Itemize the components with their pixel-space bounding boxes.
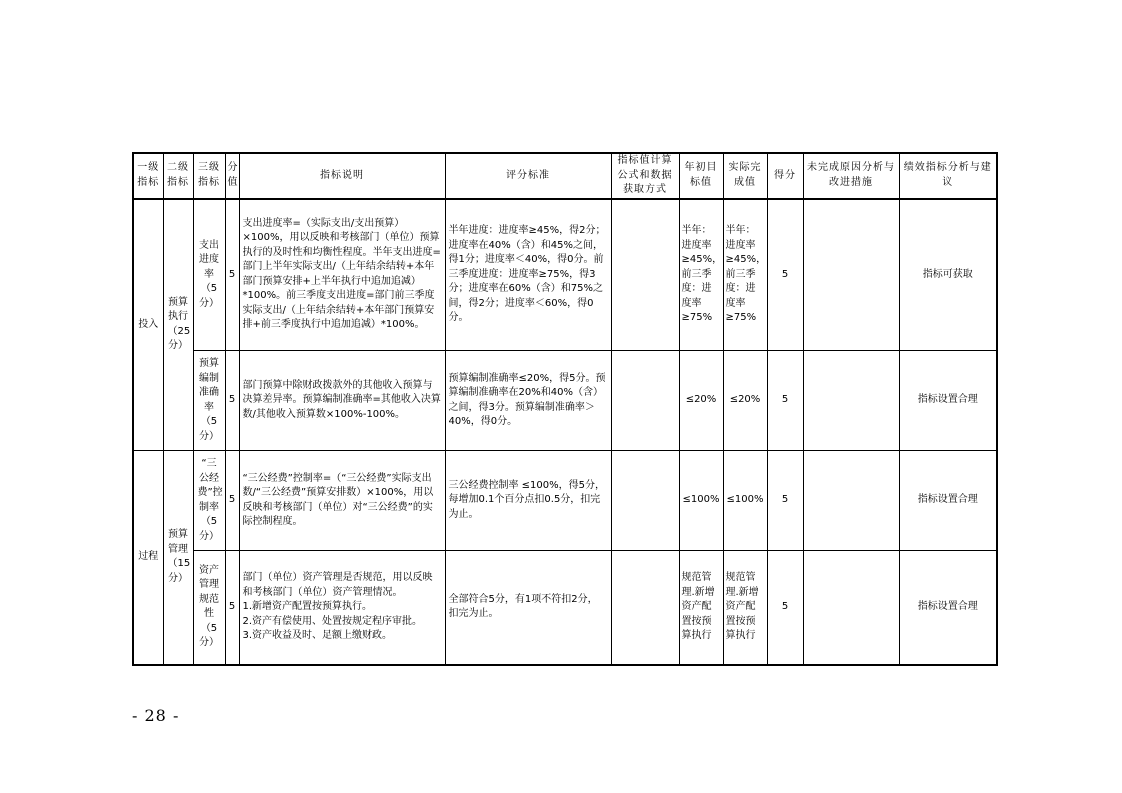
level3-cell: 资产管理规范性（5分） xyxy=(193,551,225,665)
page-number: - 28 - xyxy=(132,706,180,725)
description-line: 3.资产收益及时、足额上缴财政。 xyxy=(242,630,393,641)
score-cell: 5 xyxy=(225,451,239,551)
score-cell: 5 xyxy=(225,199,239,351)
header-row xyxy=(133,153,997,199)
description-line: 1.新增资产配置按预算执行。 xyxy=(242,601,373,612)
header-suggestion: 绩效指标分析与建议 xyxy=(899,153,997,199)
table-row xyxy=(133,551,997,665)
actual-cell: ≤20% xyxy=(723,351,767,451)
header-level2: 二级指标 xyxy=(163,153,193,199)
header-description: 指标说明 xyxy=(239,153,445,199)
description-cell xyxy=(239,551,445,665)
level3-cell: “三公经费”控制率（5分） xyxy=(193,451,225,551)
formula-cell xyxy=(611,551,679,665)
criteria-cell: 三公经费控制率 ≤100%，得5分，每增加0.1个百分点扣0.5分，扣完为止。 xyxy=(445,451,611,551)
actual-cell: 规范管理.新增资产配置按预算执行 xyxy=(723,551,767,665)
criteria-cell: 全部符合5分，有1项不符扣2分，扣完为止。 xyxy=(445,551,611,665)
header-formula: 指标值计算公式和数据获取方式 xyxy=(611,153,679,199)
criteria-cell: 半年进度：进度率≥45%，得2分；进度率在40%（含）和45%之间，得1分；进度率＜40%，得0分。前三季度进度：进度率≥75%，得3分；进度率在60%（含）和75%之间，得2分；进度率＜60%，得0分。 xyxy=(445,199,611,351)
description-cell: 支出进度率=（实际支出/支出预算）×100%，用以反映和考核部门（单位）预算执行的及时性和均衡性程度。半年支出进度=部门上半年实际支出/（上年结余结转+本年部门预算安排+上半年执行中追加追减）*100%。前三季度支出进度=部门前三季度实际支出/（上年结余结转+本年部门预算安排+前三季度执行中追加追减）*100%。 xyxy=(239,199,445,351)
reason-cell xyxy=(803,199,899,351)
reason-cell xyxy=(803,551,899,665)
level1-cell: 过程 xyxy=(133,451,163,665)
suggestion-cell: 指标可获取 xyxy=(899,199,997,351)
description-line: 2.资产有偿使用、处置按规定程序审批。 xyxy=(242,615,423,627)
obtained-cell: 5 xyxy=(767,199,803,351)
header-obtained: 得分 xyxy=(767,153,803,199)
table-row xyxy=(133,351,997,451)
header-level1: 一级指标 xyxy=(133,153,163,199)
target-cell: ≤100% xyxy=(679,451,723,551)
header-target: 年初目标值 xyxy=(679,153,723,199)
reason-cell xyxy=(803,451,899,551)
description-cell: 部门预算中除财政拨款外的其他收入预算与决算差异率。预算编制准确率=其他收入决算数/其他收入预算数×100%-100%。 xyxy=(239,351,445,451)
table-row xyxy=(133,199,997,351)
header-actual: 实际完成值 xyxy=(723,153,767,199)
obtained-cell: 5 xyxy=(767,551,803,665)
level2-cell: 预算执行（25分） xyxy=(163,199,193,451)
suggestion-cell: 指标设置合理 xyxy=(899,451,997,551)
target-cell: 半年：进度率≥45%，前三季度：进度率≥75% xyxy=(679,199,723,351)
formula-cell xyxy=(611,199,679,351)
suggestion-cell: 指标设置合理 xyxy=(899,551,997,665)
score-cell: 5 xyxy=(225,351,239,451)
actual-cell: 半年：进度率≥45%，前三季度：进度率≥75% xyxy=(723,199,767,351)
header-reason: 未完成原因分析与改进措施 xyxy=(803,153,899,199)
reason-cell xyxy=(803,351,899,451)
table-row xyxy=(133,451,997,551)
level3-cell: 支出进度率（5分） xyxy=(193,199,225,351)
description-cell: “三公经费”控制率=（“三公经费”实际支出数/“三公经费”预算安排数）×100%，用以反映和考核部门（单位）对“三公经费”的实际控制程度。 xyxy=(239,451,445,551)
header-level3: 三级指标 xyxy=(193,153,225,199)
target-cell: 规范管理.新增资产配置按预算执行 xyxy=(679,551,723,665)
header-criteria: 评分标准 xyxy=(445,153,611,199)
level3-cell: 预算编制准确率（5分） xyxy=(193,351,225,451)
actual-cell: ≤100% xyxy=(723,451,767,551)
performance-indicator-table xyxy=(132,152,998,666)
formula-cell xyxy=(611,451,679,551)
criteria-cell: 预算编制准确率≤20%，得5分。预算编制准确率在20%和40%（含）之间，得3分。预算编制准确率＞40%，得0分。 xyxy=(445,351,611,451)
score-cell: 5 xyxy=(225,551,239,665)
header-score: 分值 xyxy=(225,153,239,199)
formula-cell xyxy=(611,351,679,451)
obtained-cell: 5 xyxy=(767,451,803,551)
level1-cell: 投入 xyxy=(133,199,163,451)
target-cell: ≤20% xyxy=(679,351,723,451)
obtained-cell: 5 xyxy=(767,351,803,451)
level2-cell: 预算管理（15分） xyxy=(163,451,193,665)
suggestion-cell: 指标设置合理 xyxy=(899,351,997,451)
description-line: 部门（单位）资产管理是否规范，用以反映和考核部门（单位）资产管理情况。 xyxy=(242,572,433,598)
